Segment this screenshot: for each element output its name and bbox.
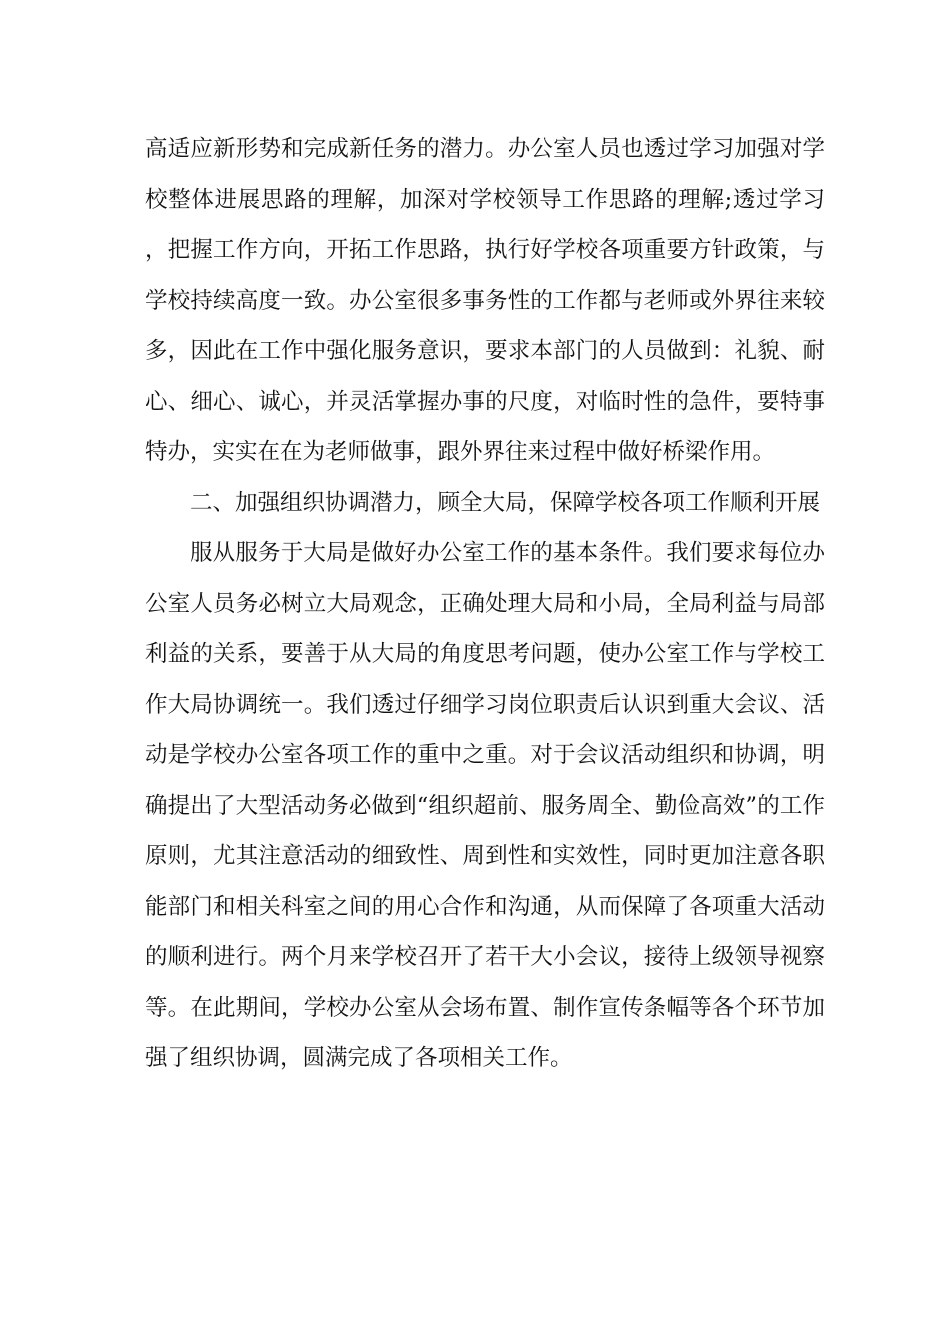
- body-text: [145, 124, 825, 1084]
- paragraph-overall-situation: 服从服务于大局是做好办公室工作的基本条件。我们要求每位办公室人员务必树立大局观念，正确处理大局和小局，全局利益与局部利益的关系，要善于从大局的角度思考问题，使办公室工作与学校工作大局协调统一。我们透过仔细学习岗位职责后认识到重大会议、活动是学校办公室各项工作的重中之重。对于会议活动组织和协调，明确提出了大型活动务必做到“组织超前、服务周全、勤俭高效”的工作原则，尤其注意活动的细致性、周到性和实效性，同时更加注意各职能部门和相关科室之间的用心合作和沟通，从而保障了各项重大活动的顺利进行。两个月来学校召开了若干大小会议，接待上级领导视察等。在此期间，学校办公室从会场布置、制作宣传条幅等各个环节加强了组织协调，圆满完成了各项相关工作。: [145, 540, 825, 1071]
- section-heading-coordination: 二、加强组织协调潜力，顾全大局，保障学校各项工作顺利开展: [190, 489, 821, 516]
- paragraph-office-service: 高适应新形势和完成新任务的潜力。办公室人员也透过学习加强对学校整体进展思路的理解，加深对学校领导工作思路的理解;透过学习，把握工作方向，开拓工作思路，执行好学校各项重要方针政策，与学校持续高度一致。办公室很多事务性的工作都与老师或外界往来较多，因此在工作中强化服务意识，要求本部门的人员做到：礼貌、耐心、细心、诚心，并灵活掌握办事的尺度，对临时性的急件，要特事特办，实实在在为老师做事，跟外界往来过程中做好桥梁作用。: [145, 136, 825, 465]
